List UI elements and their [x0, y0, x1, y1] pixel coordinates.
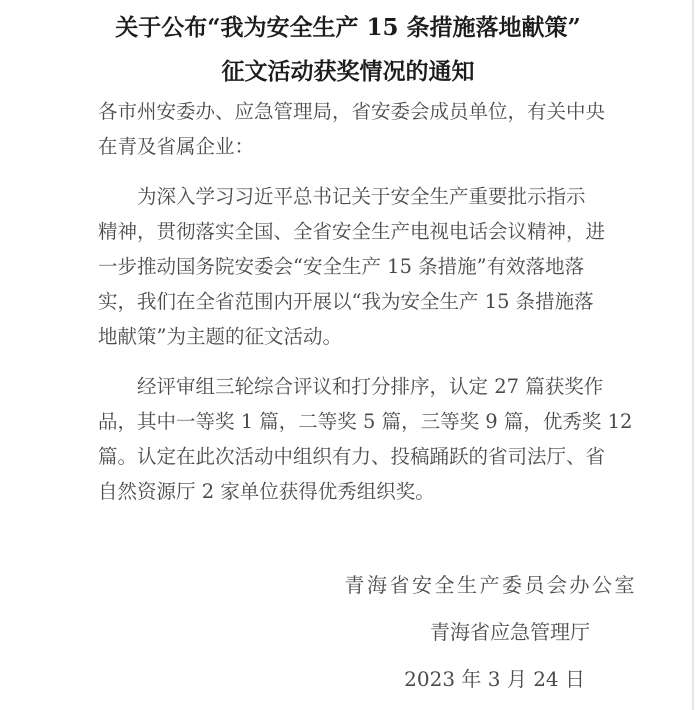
paragraph-line: 实，我们在全省范围内开展以“我为安全生产 15 条措施落	[98, 290, 594, 313]
paragraph-line: 一步推动国务院安委会“安全生产 15 条措施”有效落地落	[98, 255, 585, 278]
paragraph-activity-background	[98, 179, 606, 354]
paragraph-line: 品，其中一等奖 1 篇，二等奖 5 篇，三等奖 9 篇，优秀奖 12	[98, 410, 633, 433]
issuer-office: 青海省安全生产委员会办公室	[344, 573, 637, 597]
issue-date: 2023 年 3 月 24 日	[404, 667, 585, 691]
issuer-department: 青海省应急管理厅	[430, 620, 590, 644]
paragraph-line: 地献策”为主题的征文活动。	[98, 325, 342, 348]
title-line: 征文活动获奖情况的通知	[221, 58, 475, 85]
paragraph-line: 自然资源厅 2 家单位获得优秀组织奖。	[98, 480, 435, 503]
page-right-edge-line	[692, 0, 694, 710]
document-title	[98, 0, 598, 94]
signature-block	[0, 562, 695, 703]
paragraph-line: 精神，贯彻落实全国、全省安全生产电视电话会议精神，进	[98, 220, 606, 243]
title-line: 关于公布“我为安全生产 15 条措施落地献策”	[115, 14, 581, 41]
document-content	[98, 0, 633, 509]
paragraph-line: 经评审组三轮综合评议和打分排序，认定 27 篇获奖作	[137, 375, 604, 398]
addressee-block	[98, 94, 606, 164]
paragraph-line: 为深入学习习近平总书记关于安全生产重要批示指示	[137, 185, 586, 208]
paragraph-award-results	[98, 369, 633, 509]
addressee-line: 在青及省属企业：	[98, 135, 255, 158]
paragraph-line: 篇。认定在此次活动中组织有力、投稿踊跃的省司法厅、省	[98, 445, 606, 468]
addressee-line: 各市州安委办、应急管理局，省安委会成员单位，有关中央	[98, 100, 606, 123]
